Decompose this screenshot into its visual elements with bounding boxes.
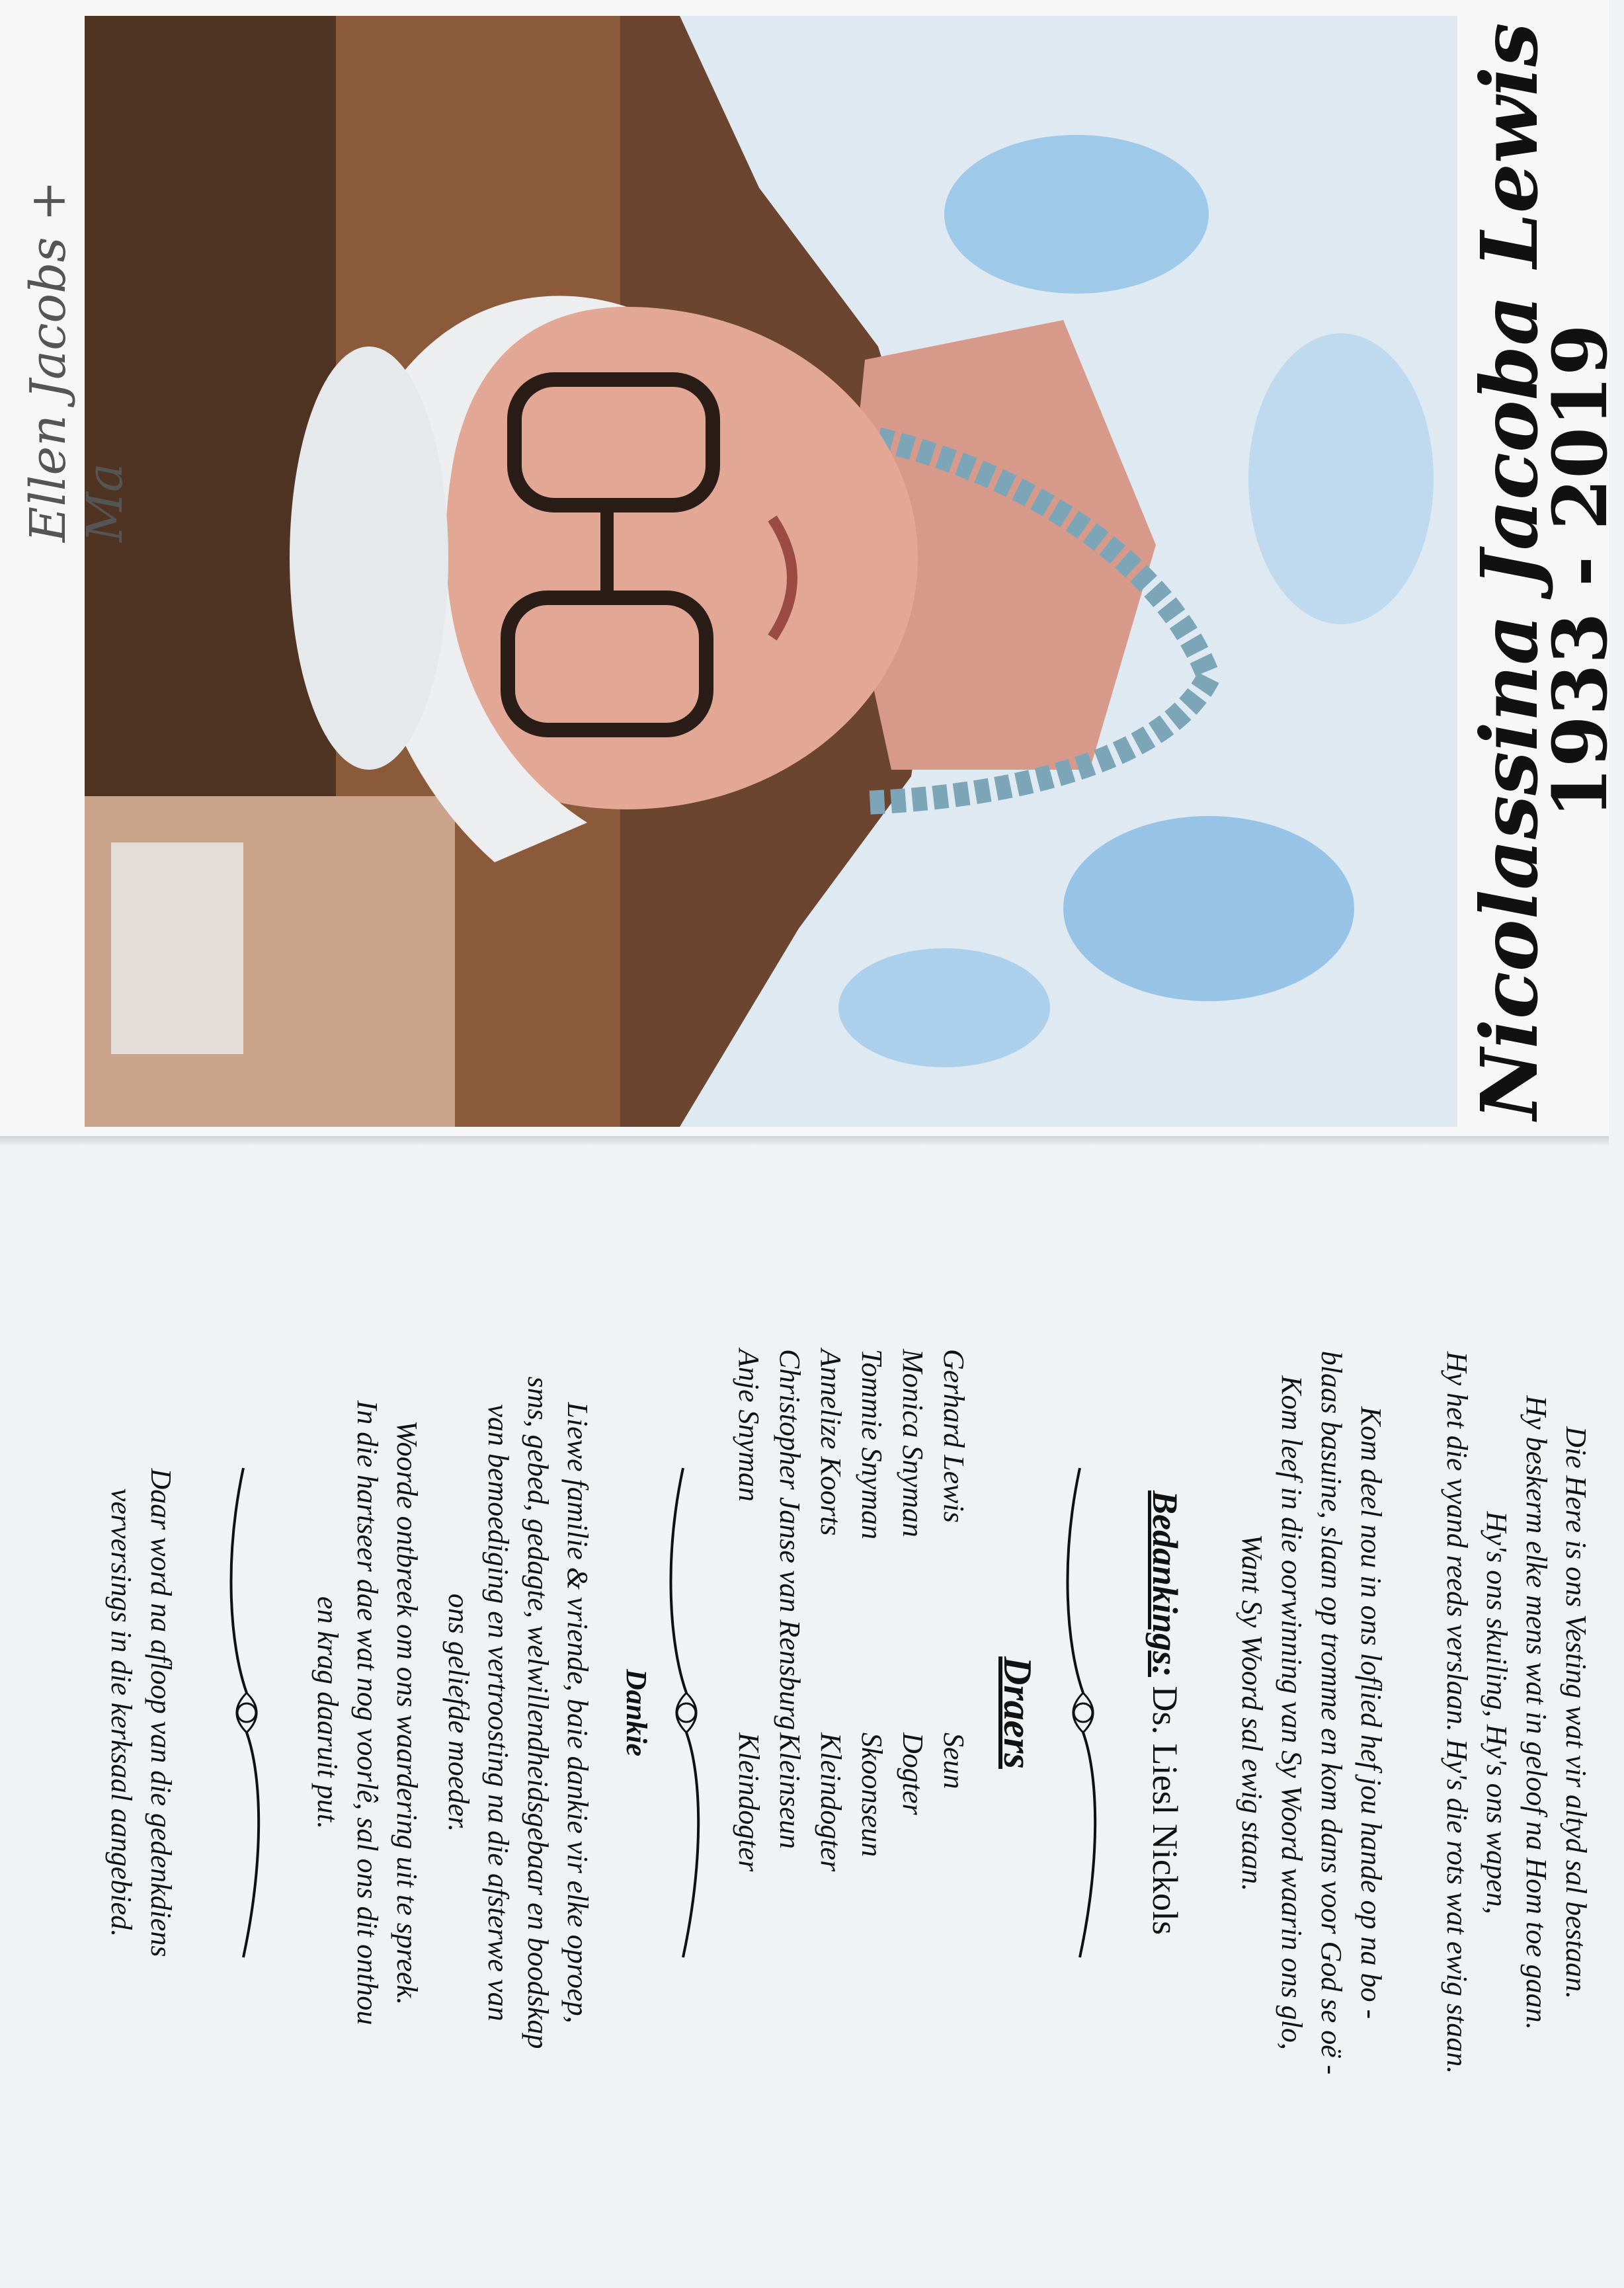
praise-line: blaas basuine, slaan op tromme en kom dans voor God se oë - [1315,1350,1348,2075]
bearer-name: Monica Snyman [897,1349,929,1537]
thanks-line: In die hartseer dae wat nog voorlê, sal ons dit onthou [351,1400,384,2025]
closing-line: verversings in die kerksaal aangebied. [105,1488,138,1938]
portrait-illustration [85,16,1457,1127]
bearer-name: Annelize Koorts [815,1349,847,1536]
hymn-line: Die Here is ons Vesting wat vir altyd sal bestaan. [1560,1426,1592,2000]
handwritten-signature [20,145,134,542]
bearer-relation: Seun [938,1733,970,1789]
deceased-name: Nicolassina Jacoba Lewis [1463,22,1555,1120]
hymn-line: Hy's ons skuiling, Hy's ons wapen, [1481,1511,1513,1914]
bearers-title: Draers [996,1656,1039,1769]
bearer-row [933,1349,974,1871]
thanks-line: sms, gebed, gedagte, welwillendheidsgebaar en boodskap [522,1376,554,2049]
bearer-relation: Kleindogter [733,1733,765,1872]
bearer-row [892,1349,933,1871]
hymn-line: Hy beskerm elke mens wat in geloof na Hom toe gaan. [1520,1395,1553,2030]
thanks-title: Dankie [620,1669,653,1756]
bearer-relation: Skoonseun [856,1733,888,1858]
officiant-line [1145,1151,1186,2275]
ornament-divider [223,1461,270,1964]
officiant-name: Ds. Liesl Nickols [1145,1686,1185,1936]
bearer-row [810,1349,851,1871]
portrait-photo [85,16,1457,1127]
bearer-row [851,1349,892,1871]
bearer-row [728,1349,769,1871]
life-years: 1933 - 2019 [1537,324,1624,819]
thanks-line: ons geliefde moeder. [442,1593,475,1832]
bearer-name: Anje Snyman [733,1349,765,1502]
bearer-name: Tommie Snyman [856,1349,888,1540]
page-fold [0,1136,1609,1145]
ornament-divider [1060,1461,1106,1964]
cover-title-block [1460,16,1624,1127]
cover-page [0,0,1624,1137]
hymn-verse [1437,1151,1596,2275]
hymn-line: Hy het die vyand reeds verslaan. Hy's die rots wat ewig staan. [1441,1351,1473,2074]
bearer-name: Gerhard Lewis [938,1349,970,1523]
thanks-paragraph [307,1151,597,2275]
bearer-relation: Kleinseun [774,1733,806,1849]
ornament-divider [663,1461,710,1964]
praise-verse [1232,1151,1391,2275]
inside-page [0,1151,1609,2275]
bearers-list [728,1349,974,1871]
praise-line: Want Sy Woord sal ewig staan. [1236,1533,1268,1892]
bearer-row [769,1349,810,1871]
closing-note [101,1151,181,2275]
closing-line: Daar word na afloop van die gedenkdiens [145,1468,177,1957]
thanks-line: en krag daaruit put. [311,1596,344,1829]
handwritten-note: Ellen Jacobs + Ma [20,181,134,542]
thanks-line: van bemoediging en vertroosting na die afsterwe van [482,1404,514,2022]
bearer-relation: Kleindogter [815,1733,847,1872]
officiant-label: Bedankings: [1145,1490,1185,1678]
bearer-relation: Dogter [897,1733,929,1815]
praise-line: Kom leef in die oorwinning van Sy Woord waarin ons glo, [1276,1375,1308,2050]
thanks-line: Woorde ontbreek om ons waardering uit te spreek. [391,1420,423,2005]
thanks-line: Liewe familie & vriende, baie dankie vir elke oproep, [561,1402,594,2023]
praise-line: Kom deel nou in ons loflied hef jou hande op na bo - [1355,1406,1387,2020]
bearer-name: Christopher Janse van Rensburg [774,1349,806,1731]
